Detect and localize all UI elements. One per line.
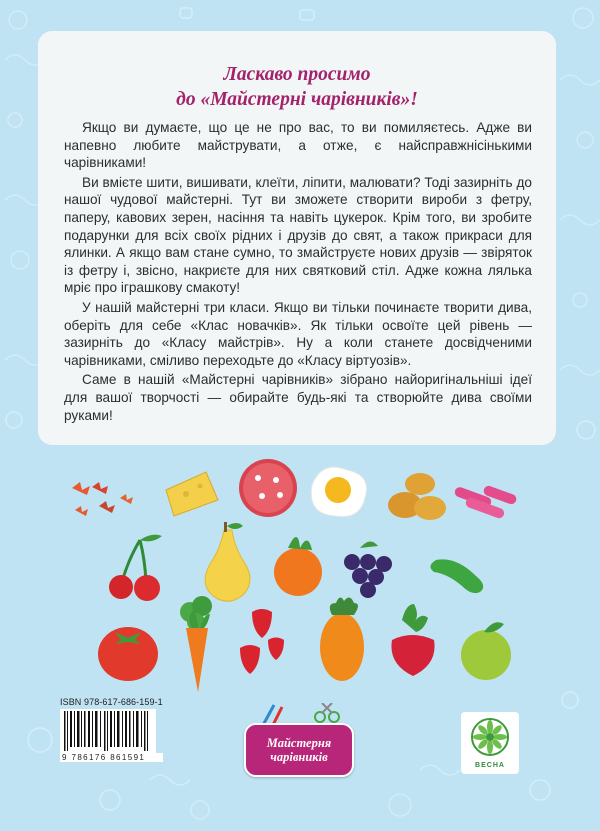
cheese-icon bbox=[166, 472, 218, 516]
page-title bbox=[38, 62, 556, 112]
sausage-slice-icon bbox=[239, 459, 297, 517]
radish-icon bbox=[391, 604, 434, 676]
barcode-digits: 9 786176 861591 bbox=[60, 753, 163, 762]
paragraph-3: У нашій майстерні три класи. Якщо ви тільки починаєте творити дива, оберіть для себе «Клас новачків». Як тільки освоїте цей рівень — зазирніть до «Класу майстрів». Ну а коли станете досвідченими чарівниками, сміливо переходьте до «Класу віртуозів». bbox=[64, 299, 532, 368]
paragraph-4: Саме в нашій «Майстерні чарівників» зібрано найоригінальніші ідеї для вашої творчості — обирайте будь-які та створюйте дива своїми руками! bbox=[64, 372, 532, 423]
grapes-icon bbox=[344, 541, 392, 598]
isbn-block bbox=[60, 697, 163, 762]
pineapple-icon bbox=[320, 597, 364, 681]
cookies-icon bbox=[388, 473, 446, 520]
publisher-name: ВЕСНА bbox=[475, 762, 505, 769]
cucumber-icon bbox=[430, 559, 483, 593]
isbn-label: ISBN 978-617-686-159-1 bbox=[60, 697, 163, 707]
intro-text bbox=[64, 119, 532, 426]
paragraph-1: Якщо ви думаєте, що це не про вас, то ви помиляєтесь. Адже ви напевно любите майструвати, а отже, є найсправжнісінькими чарівниками! bbox=[64, 120, 532, 171]
felt-crafts-illustration bbox=[0, 455, 600, 700]
title-line-1: Ласкаво просимо bbox=[223, 64, 371, 85]
pear-icon bbox=[205, 522, 250, 601]
series-logo bbox=[238, 703, 360, 773]
barcode-icon bbox=[60, 709, 156, 753]
paragraph-2: Ви вмієте шити, вишивати, клеїти, ліпити, малювати? Тоді зазирніть до нашої чудової майстерні. Тут ви зможете створити вироби з фетру, паперу, кавових зерен, насіння та навіть цукерок. Крім того, ви зробите подарунки для всіх своїх рідних і друзів до свят, а також прикраси для ялинки. А якщо вам стане сумно, то змайструєте нових друзів — звіряток із фетру і, звісно, накриєте для них святковий стіл. Адже кожна лялька мріє про іграшкову смакоту! bbox=[64, 174, 532, 296]
tomato-icon bbox=[98, 627, 158, 681]
strawberries-icon bbox=[240, 609, 284, 674]
apple-icon bbox=[461, 622, 511, 680]
title-line-2: до «Майстерні чарівників»! bbox=[176, 89, 418, 110]
series-logo-line-1: Майстерня bbox=[266, 736, 332, 750]
bow-icons bbox=[72, 482, 133, 516]
publisher-emblem-icon bbox=[461, 712, 519, 762]
orange-icon bbox=[274, 537, 322, 596]
series-logo-line-2: чарівників bbox=[270, 750, 328, 764]
publisher-logo bbox=[461, 712, 519, 774]
candy-sticks-icon bbox=[453, 484, 517, 519]
fried-egg-icon bbox=[311, 467, 366, 516]
cherries-icon bbox=[109, 535, 162, 601]
series-logo-badge bbox=[244, 723, 354, 777]
